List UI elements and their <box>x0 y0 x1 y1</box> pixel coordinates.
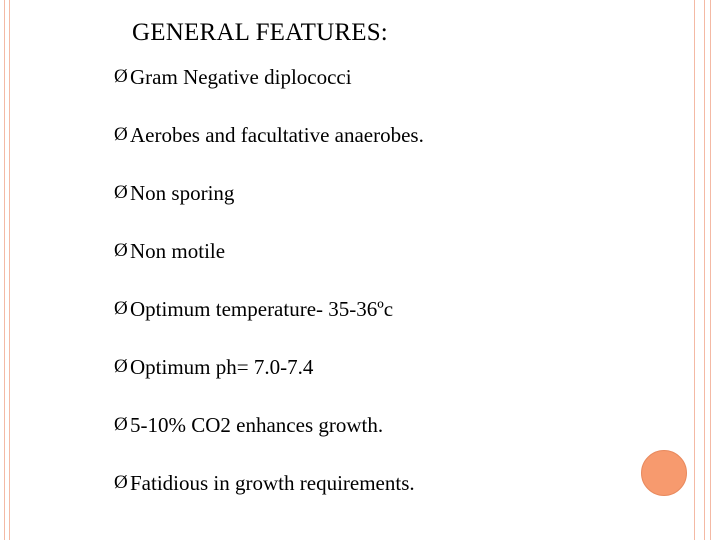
bullet-text: Optimum temperature- 35-36ºc <box>130 297 394 321</box>
bullet-text: 5-10% CO2 enhances growth. <box>130 413 384 437</box>
list-item <box>114 64 424 122</box>
list-item <box>114 238 424 296</box>
bullet-list <box>114 64 424 528</box>
arrow-bullet-icon: Ø <box>114 240 128 261</box>
arrow-bullet-icon: Ø <box>114 124 128 145</box>
list-item <box>114 470 424 528</box>
slide-title: GENERAL FEATURES: <box>132 19 388 46</box>
frame-line-right-outer <box>710 0 711 540</box>
bullet-text: Optimum ph= 7.0-7.4 <box>130 355 314 379</box>
arrow-bullet-icon: Ø <box>114 182 128 203</box>
frame-line-left-outer <box>4 0 5 540</box>
arrow-bullet-icon: Ø <box>114 66 128 87</box>
bullet-text: Non sporing <box>130 181 235 205</box>
bullet-text: Fatidious in growth requirements. <box>130 471 415 495</box>
arrow-bullet-icon: Ø <box>114 298 128 319</box>
bullet-text: Non motile <box>130 239 226 263</box>
bullet-text: Gram Negative diplococci <box>130 65 352 89</box>
arrow-bullet-icon: Ø <box>114 414 128 435</box>
frame-line-left-inner <box>9 0 10 540</box>
accent-circle <box>641 450 687 496</box>
list-item <box>114 354 424 412</box>
arrow-bullet-icon: Ø <box>114 472 128 493</box>
list-item <box>114 122 424 180</box>
arrow-bullet-icon: Ø <box>114 356 128 377</box>
list-item <box>114 180 424 238</box>
frame-line-right-inner <box>694 0 695 540</box>
list-item <box>114 412 424 470</box>
frame-line-right-middle <box>704 0 705 540</box>
list-item <box>114 296 424 354</box>
bullet-text: Aerobes and facultative anaerobes. <box>130 123 424 147</box>
